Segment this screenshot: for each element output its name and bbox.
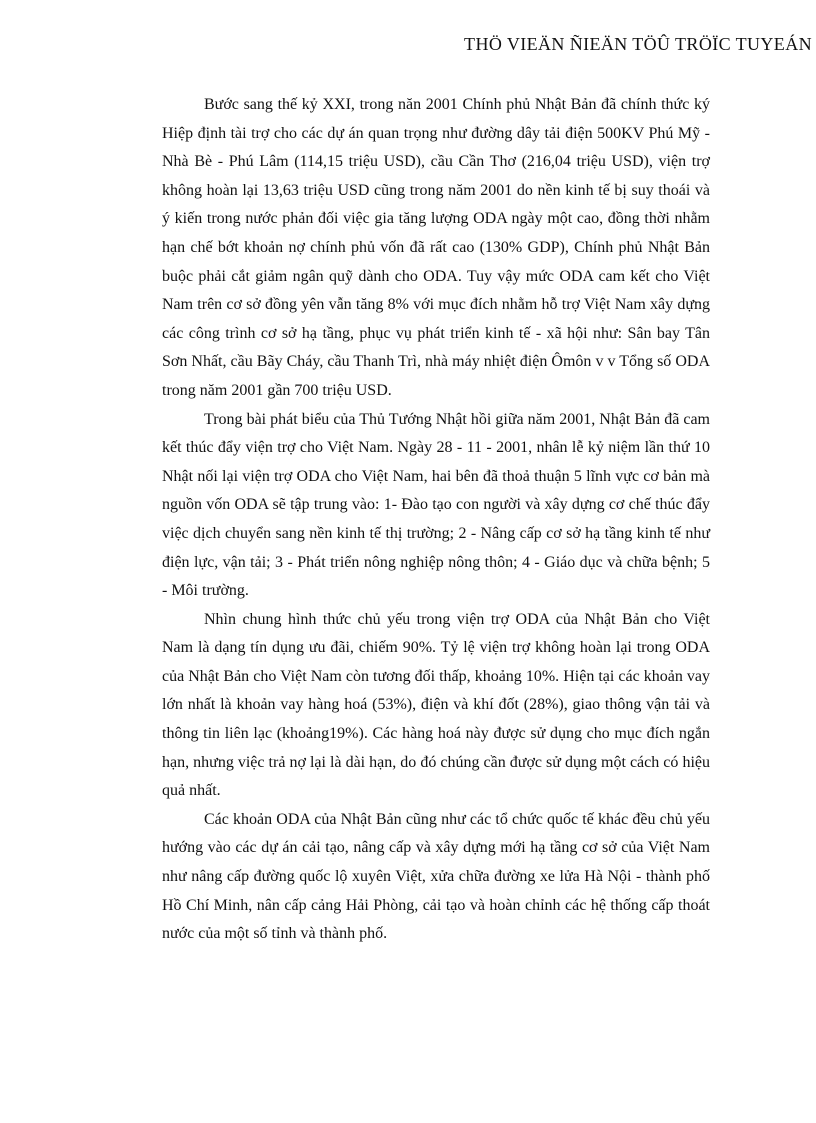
paragraph: Bước sang thế kỷ XXI, trong năn 2001 Chính phủ Nhật Bản đã chính thức ký Hiệp định tài trợ cho các dự án quan trọng như đường dây tải điện 500KV Phú Mỹ - Nhà Bè - Phú Lâm (114,15 triệu USD), cầu Cần Thơ (216,04 triệu USD), viện trợ không hoàn lại 13,63 triệu USD cũng trong năm 2001 do nền kinh tế bị suy thoái và ý kiến trong nước phản đối việc gia tăng lượng ODA ngày một cao, đồng thời nhằm hạn chế bớt khoản nợ chính phủ vốn đã rất cao (130% GDP), Chính phủ Nhật Bản buộc phải cắt giảm ngân quỹ dành cho ODA. Tuy vậy mức ODA cam kết cho Việt Nam trên cơ sở đồng yên vẫn tăng 8% với mục đích nhằm hỗ trợ Việt Nam xây dựng các công trình cơ sở hạ tầng, phục vụ phát triển kinh tế - xã hội như: Sân bay Tân Sơn Nhất, cầu Bãy Cháy, cầu Thanh Trì, nhà máy nhiệt điện Ômôn v v Tổng số ODA trong năm 2001 gần 700 triệu USD. (162, 96, 710, 399)
document-body (162, 91, 710, 949)
paragraph: Các khoản ODA của Nhật Bản cũng như các tổ chức quốc tế khác đều chủ yếu hướng vào các dự án cải tạo, nâng cấp và xây dựng mới hạ tầng cơ sở của Việt Nam như nâng cấp đường quốc lộ xuyên Việt, xửa chữa đường xe lửa Hà Nội - thành phố Hồ Chí Minh, nân cấp cảng Hải Phòng, cải tạo và hoàn chỉnh các hệ thống cấp thoát nước của một số tỉnh và thành phố. (162, 810, 710, 943)
page-header: THÖ VIEÄN ÑIEÄN TÖÛ TRÖÏC TUYEÁN (464, 34, 812, 54)
paragraph: Trong bài phát biểu của Thủ Tướng Nhật hồi giữa năm 2001, Nhật Bản đã cam kết thúc đẩy viện trợ cho Việt Nam. Ngày 28 - 11 - 2001, nhân lễ kỷ niệm lần thứ 10 Nhật nối lại viện trợ ODA cho Việt Nam, hai bên đã thoả thuận 5 lĩnh vực cơ bản mà nguồn vốn ODA sẽ tập trung vào: 1- Đào tạo con người và xây dựng cơ chế thúc đẩy việc dịch chuyển sang nền kinh tế thị trường; 2 - Nâng cấp cơ sở hạ tầng kinh tế như điện lực, vận tải; 3 - Phát triển nông nghiệp nông thôn; 4 - Giáo dục và chữa bệnh; 5 - Môi trường. (162, 410, 710, 600)
paragraph: Nhìn chung hình thức chủ yếu trong viện trợ ODA của Nhật Bản cho Việt Nam là dạng tín dụng ưu đãi, chiếm 90%. Tỷ lệ viện trợ không hoàn lại trong ODA của Nhật Bản cho Việt Nam còn tương đối thấp, khoảng 10%. Hiện tại các khoản vay lớn nhất là khoản vay hàng hoá (53%), điện và khí đốt (28%), giao thông vận tải và thông tin liên lạc (khoảng19%). Các hàng hoá này được sử dụng cho mục đích ngắn hạn, nhưng việc trả nợ lại là dài hạn, do đó chúng cần được sử dụng một cách có hiệu quả nhất. (162, 610, 710, 800)
